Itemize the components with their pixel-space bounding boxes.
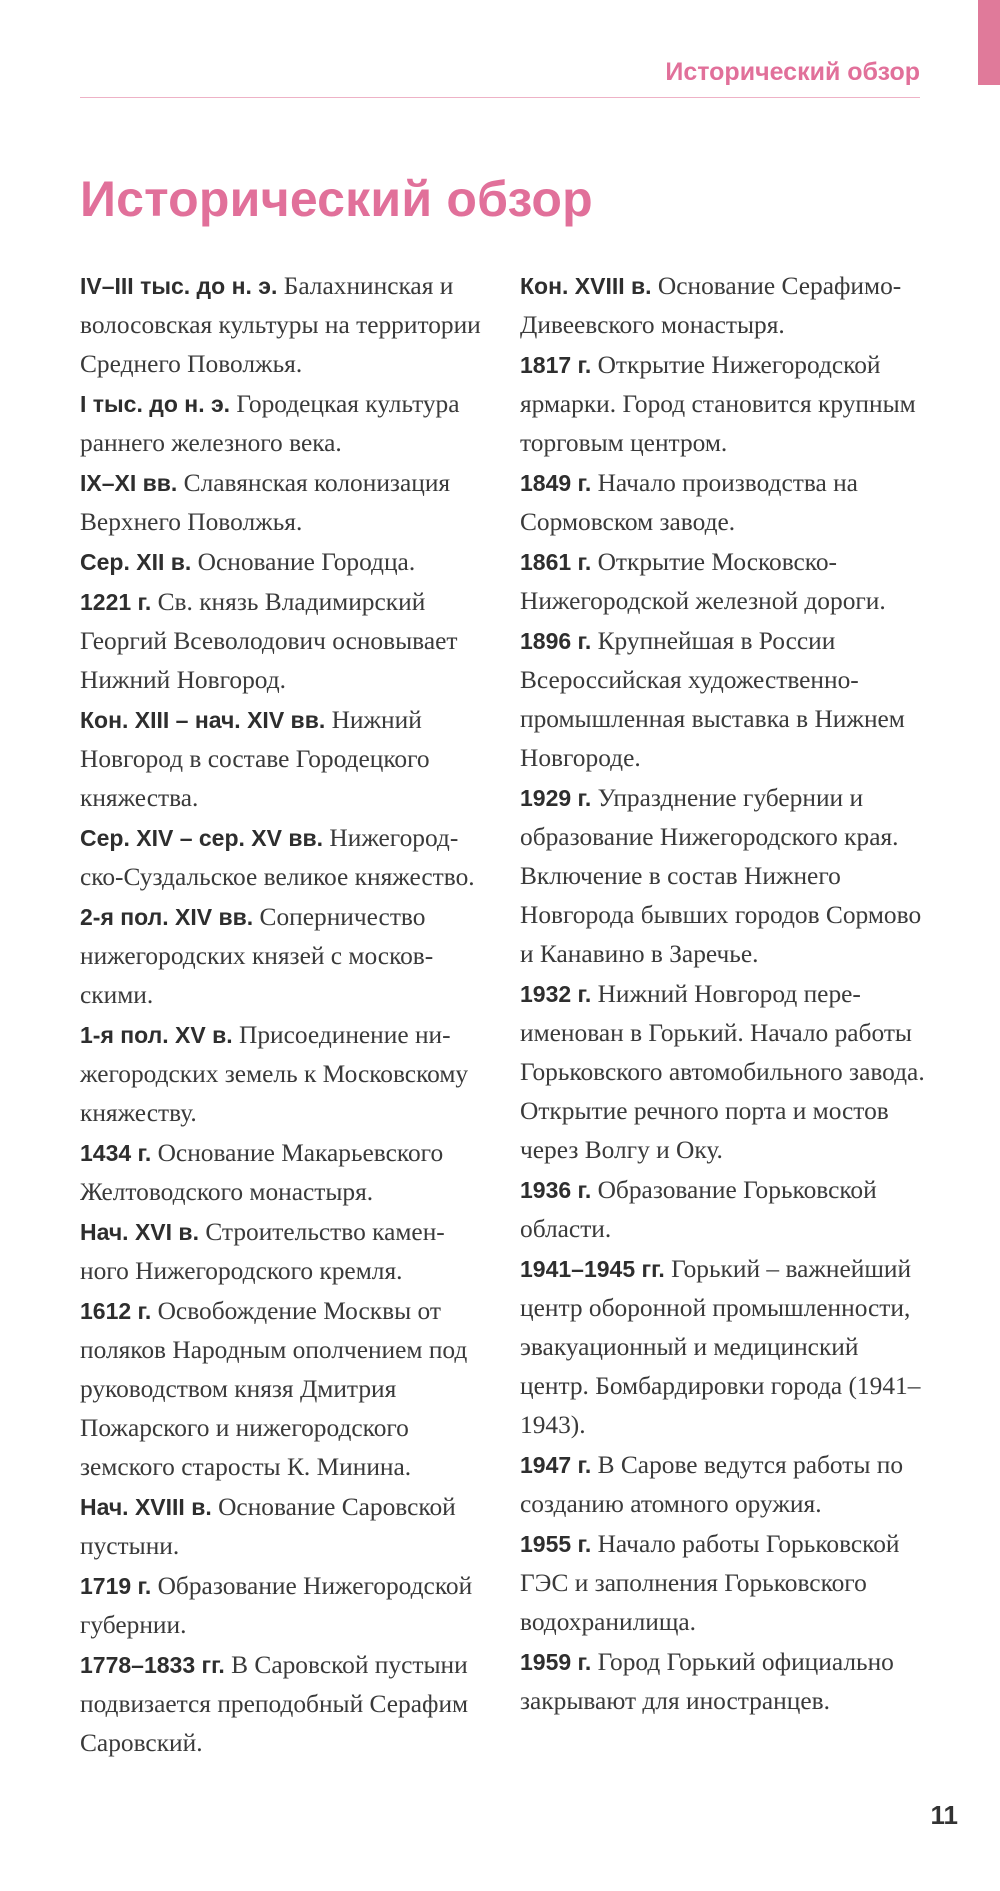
header-divider: [80, 97, 920, 98]
timeline-entry: [520, 779, 930, 974]
timeline-date: 1936 г.: [520, 1177, 592, 1203]
timeline-date: 1719 г.: [80, 1573, 152, 1599]
timeline-date: Сер. XII в.: [80, 549, 192, 575]
page-title: Исторический обзор: [80, 171, 593, 227]
timeline-text: Образование Горьковской области.: [520, 1176, 877, 1243]
timeline-text: Основание Саровской пустыни.: [80, 1493, 456, 1560]
timeline-entry: [80, 1016, 485, 1133]
timeline-text: Открытие Нижегородской ярмарки. Город становится крупным торговым центром.: [520, 351, 916, 457]
timeline-entry: [80, 267, 485, 384]
timeline-date: 1896 г.: [520, 628, 592, 654]
timeline-date: Кон. XVIII в.: [520, 273, 652, 299]
timeline-entry: [520, 975, 930, 1170]
timeline-date: I тыс. до н. э.: [80, 391, 231, 417]
timeline-text: Образование Нижегородской губернии.: [80, 1572, 473, 1639]
timeline-entry: [80, 385, 485, 463]
timeline-text: Нижний Новгород переименован в Горький. Начало работы Горьковского автомобильного завода. Открытие речного порта и мостов через Волгу и Оку.: [520, 980, 925, 1164]
timeline-date: 1861 г.: [520, 549, 592, 575]
timeline-text: Строительство каменного Нижегородского кремля.: [80, 1218, 445, 1285]
timeline-column-right: [520, 267, 930, 1722]
timeline-text: В Саровской пустыни подвизается преподобный Серафим Саровский.: [80, 1651, 469, 1757]
timeline-text: Город Горький официально закрывают для иностранцев.: [520, 1648, 894, 1715]
timeline-entry: [80, 1646, 485, 1763]
timeline-text: Крупнейшая в России Всероссийская художественно-промышленная выставка в Нижнем Новгороде.: [520, 627, 905, 772]
timeline-date: 1955 г.: [520, 1531, 592, 1557]
timeline-entry: [80, 1134, 485, 1212]
timeline-text: Присоединение нижегородских земель к Московскому княжеству.: [80, 1021, 469, 1127]
timeline-text: Освобождение Москвы от поляков Народным ополчением под руководством князя Дмитрия Пожарского и нижегородского земского старосты К. Минина.: [80, 1297, 468, 1481]
timeline-date: 1947 г.: [520, 1452, 592, 1478]
timeline-text: Соперничество нижегородских князей с московскими.: [80, 903, 434, 1009]
timeline-date: 1434 г.: [80, 1140, 152, 1166]
timeline-entry: [80, 464, 485, 542]
timeline-date: IX–XI вв.: [80, 470, 178, 496]
timeline-date: IV–III тыс. до н. э.: [80, 273, 278, 299]
timeline-date: Нач. XVIII в.: [80, 1494, 212, 1520]
timeline-date: 1929 г.: [520, 785, 592, 811]
timeline-entry: [80, 1292, 485, 1487]
timeline-date: 1932 г.: [520, 981, 592, 1007]
timeline-entry: [520, 1250, 930, 1445]
timeline-entry: [520, 1446, 930, 1524]
timeline-entry: [80, 1213, 485, 1291]
timeline-entry: [80, 543, 485, 582]
timeline-text: Нижний Новгород в составе Городецкого княжества.: [80, 706, 430, 812]
timeline-entry: [80, 1488, 485, 1566]
timeline-date: 1849 г.: [520, 470, 592, 496]
timeline-date: 2-я пол. XIV вв.: [80, 904, 254, 930]
timeline-text: Упразднение губернии и образование Нижегородского края. Включение в состав Нижнего Новгорода бывших городов Сормово и Канавино в Заречье.: [520, 784, 922, 968]
timeline-entry: [80, 701, 485, 818]
timeline-entry: [520, 622, 930, 778]
timeline-entry: [520, 346, 930, 463]
timeline-entry: [520, 267, 930, 345]
timeline-text: Начало работы Горьковской ГЭС и заполнения Горьковского водохранилища.: [520, 1530, 900, 1636]
timeline-entry: [520, 1643, 930, 1721]
timeline-entry: [80, 819, 485, 897]
timeline-text: Основание Серафимо-Дивеевского монастыря.: [520, 272, 902, 339]
timeline-date: 1778–1833 гг.: [80, 1652, 225, 1678]
timeline-text: Начало производства на Сормовском заводе.: [520, 469, 858, 536]
timeline-entry: [520, 464, 930, 542]
timeline-entry: [80, 583, 485, 700]
timeline-text: Городецкая культура раннего железного века.: [80, 390, 460, 457]
timeline-text: Нижегородско-Суздальское великое княжество.: [80, 824, 475, 891]
timeline-entry: [520, 543, 930, 621]
timeline-date: Сер. XIV – сер. XV вв.: [80, 825, 324, 851]
timeline-date: 1817 г.: [520, 352, 592, 378]
timeline-date: Кон. XIII – нач. XIV вв.: [80, 707, 326, 733]
timeline-entry: [520, 1171, 930, 1249]
running-head: Исторический обзор: [665, 58, 920, 86]
timeline-text: Балахнинская и волосовская культуры на территории Среднего Поволжья.: [80, 272, 481, 378]
timeline-text: Славянская колонизация Верхнего Поволжья.: [80, 469, 451, 536]
timeline-text: Св. князь Владимирский Георгий Всеволодович основывает Нижний Новгород.: [80, 588, 458, 694]
timeline-entry: [520, 1525, 930, 1642]
timeline-text: Открытие Московско-Нижегородской железной дороги.: [520, 548, 886, 615]
timeline-text: Горький – важнейший центр оборонной промышленности, эвакуационный и медицинский центр. Бомбардировки города (1941–1943).: [520, 1255, 921, 1439]
section-edge-tab: [978, 0, 1000, 85]
timeline-entry: [80, 898, 485, 1015]
timeline-date: Нач. XVI в.: [80, 1219, 199, 1245]
timeline-column-left: [80, 267, 485, 1764]
timeline-date: 1-я пол. XV в.: [80, 1022, 233, 1048]
timeline-text: Основание Городца.: [197, 548, 416, 576]
timeline-date: 1612 г.: [80, 1298, 152, 1324]
timeline-date: 1221 г.: [80, 589, 152, 615]
timeline-date: 1959 г.: [520, 1649, 592, 1675]
timeline-entry: [80, 1567, 485, 1645]
timeline-text: Основание Макарьевского Желтоводского монастыря.: [80, 1139, 444, 1206]
timeline-date: 1941–1945 гг.: [520, 1256, 665, 1282]
timeline-text: В Сарове ведутся работы по созданию атомного оружия.: [520, 1451, 904, 1518]
page-number: 11: [930, 1800, 958, 1830]
